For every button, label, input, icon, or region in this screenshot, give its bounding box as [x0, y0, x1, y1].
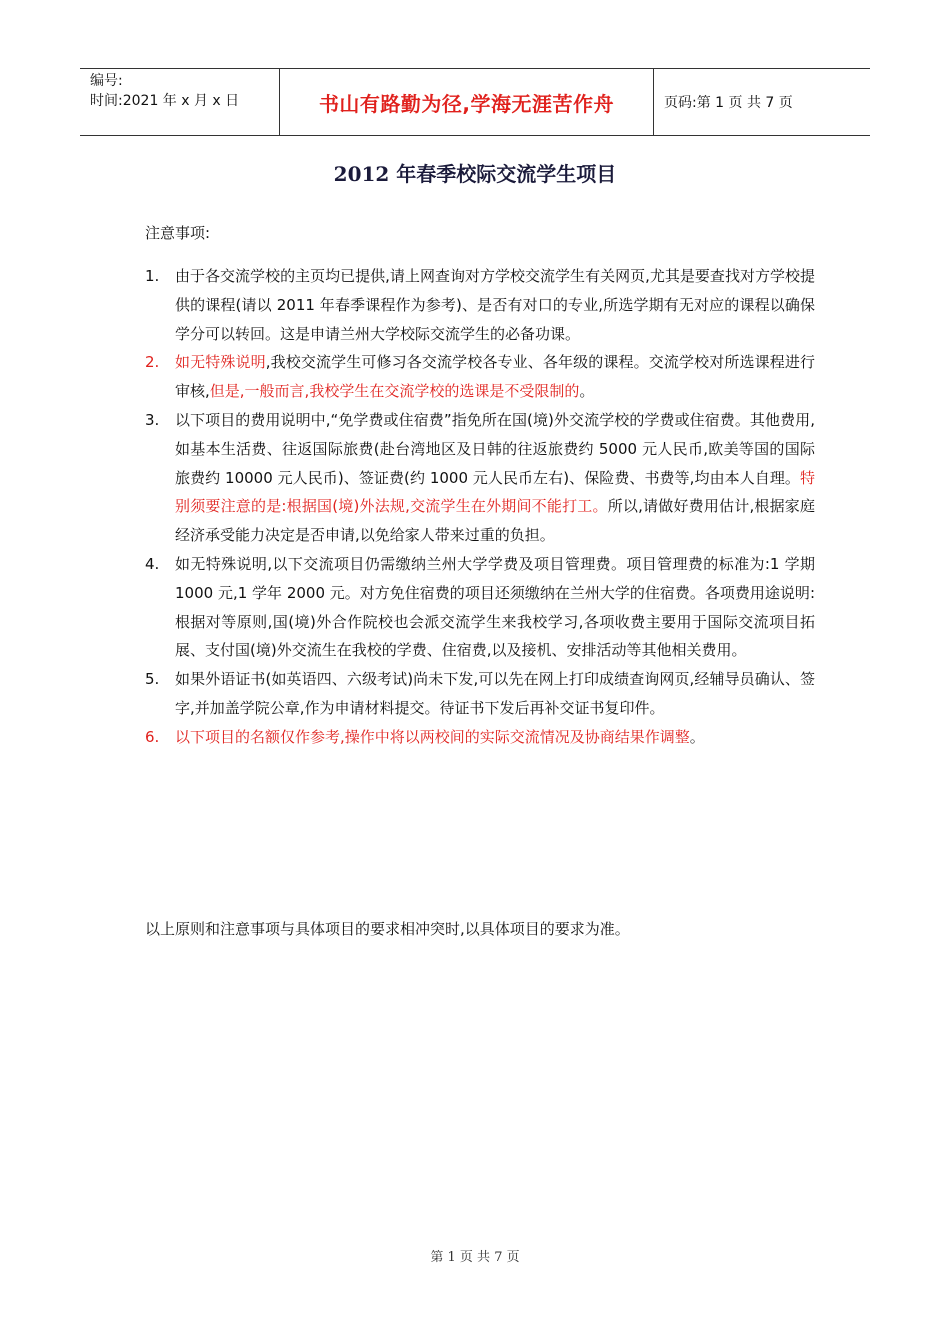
list-item	[145, 406, 815, 550]
item-text-segment: 如无特殊说明,以下交流项目仍需缴纳兰州大学学费及项目管理费。项目管理费的标准为:1 学期 1000 元,1 学年 2000 元。对方免住宿费的项目还须缴纳在兰州大学的住宿费。各项费用途说明:根据对等原则,国(境)外合作院校也会派交流学生来我校学习,各项收费主要用于国际交流项目拓展、支付国(境)外交流生在我校的学费、住宿费,以及接机、安排活动等其他相关费用。	[175, 554, 815, 660]
header-motto: 书山有路勤为径,学海无涯苦作舟	[280, 69, 654, 135]
list-item	[145, 348, 815, 406]
item-number: 6.	[145, 727, 160, 746]
item-text-segment: 。	[689, 727, 705, 746]
page-footer: 第 1 页 共 7 页	[430, 1250, 520, 1265]
item-text-segment: 以下项目的费用说明中,“免学费或住宿费”指免所在国(境)外交流学校的学费或住宿费。其他费用,如基本生活费、往返国际旅费(赴台湾地区及日韩的往返旅费约 5000 元人民币,欧美等国的国际旅费约 10000 元人民币)、签证费(约 1000 元人民币左右)、保险费、书费等,均由本人自理。	[175, 410, 815, 487]
item-text	[175, 262, 815, 348]
item-number: 5.	[145, 670, 160, 689]
item-text-segment: 如果外语证书(如英语四、六级考试)尚未下发,可以先在网上打印成绩查询网页,经辅导员确认、签字,并加盖学院公章,作为申请材料提交。待证书下发后再补交证书复印件。	[175, 670, 815, 717]
item-text-segment: 由于各交流学校的主页均已提供,请上网查询对方学校交流学生有关网页,尤其是要查找对方学校提供的课程(请以 2011 年春季课程作为参考)、是否有对口的专业,所选学期有无对应的课程以确保学分可以转回。这是申请兰州大学校际交流学生的必备功课。	[175, 267, 815, 343]
list-item	[145, 262, 815, 348]
item-text-segment: 所以,请做好费用估计,根据家庭经济承受能力决定是否申请,以免给家人带来过重的负担。	[175, 497, 816, 545]
header-page-info: 页码:第 1 页 共 7 页	[664, 95, 793, 111]
list-item	[145, 550, 815, 665]
item-text	[175, 406, 815, 550]
item-number: 2.	[145, 353, 160, 372]
number-label: 编号:	[90, 73, 123, 89]
list-item	[145, 665, 815, 723]
item-text-segment: 。	[579, 382, 595, 401]
item-text	[175, 665, 815, 723]
item-number: 1.	[145, 267, 160, 285]
header-meta	[80, 69, 280, 135]
list-item	[145, 723, 815, 752]
item-text-highlight: 如无特殊说明	[175, 353, 266, 372]
page-title: 2012 年春季校际交流学生项目	[333, 162, 617, 186]
closing-note: 以上原则和注意事项与具体项目的要求相冲突时,以具体项目的要求为准。	[145, 920, 630, 938]
item-text-highlight: 以下项目的名额仅作参考,操作中将以两校间的实际交流情况及协商结果作调整	[175, 727, 690, 746]
item-number: 3.	[145, 410, 160, 429]
time-label: 时间:2021 年 x 月 x 日	[90, 93, 240, 109]
document-header	[80, 68, 870, 136]
item-text	[175, 348, 815, 406]
item-text-segment: ,我校交流学生可修习各交流学校各专业、各年级的课程。交流学校对所选课程进行审核,	[175, 353, 815, 401]
notice-label: 注意事项:	[145, 224, 211, 242]
item-text	[175, 550, 815, 665]
notice-list	[145, 262, 815, 752]
item-text-highlight: 但是,一般而言,我校学生在交流学校的选课是不受限制的	[209, 382, 580, 401]
item-number: 4.	[145, 554, 160, 573]
item-text	[175, 723, 815, 752]
item-text-highlight: 特别须要注意的是:根据国(境)外法规,交流学生在外期间不能打工。	[175, 468, 815, 516]
